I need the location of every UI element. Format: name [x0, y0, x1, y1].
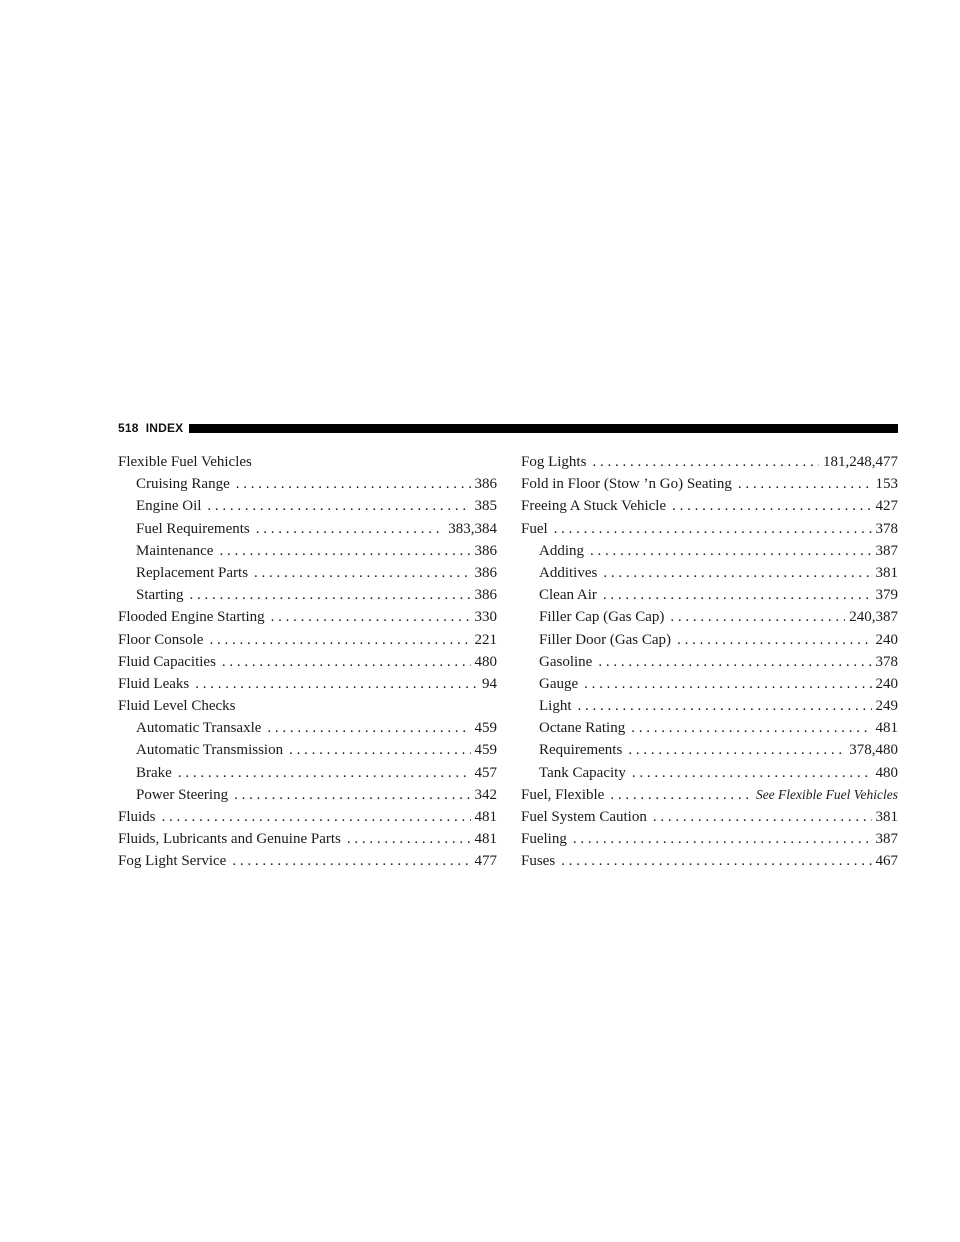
entry-label: Requirements: [539, 742, 623, 759]
index-subentry: [118, 784, 497, 806]
entry-page-number: 477: [474, 853, 497, 870]
entry-label: Fuel: [521, 520, 548, 537]
dot-leader: [256, 518, 445, 540]
entry-page-number: 481: [474, 831, 497, 848]
index-subentry: [521, 629, 898, 651]
entry-page-number: 378,480: [849, 742, 898, 759]
entry-label: Floor Console: [118, 631, 204, 648]
index-subentry: [118, 762, 497, 784]
dot-leader: [162, 806, 471, 828]
entry-page-number: 387: [875, 831, 898, 848]
entry-label: Automatic Transaxle: [136, 720, 262, 737]
entry-page-number: 383,384: [448, 520, 497, 537]
index-entry: [521, 473, 898, 495]
dot-leader: [289, 739, 470, 761]
index-entry: [118, 673, 497, 695]
entry-label: Tank Capacity: [539, 764, 626, 781]
dot-leader: [232, 850, 470, 872]
dot-leader: [209, 629, 470, 651]
index-subentry: [521, 717, 898, 739]
entry-page-number: 378: [875, 520, 898, 537]
index-entry: [521, 451, 898, 473]
dot-leader: [584, 673, 871, 695]
entry-label: Automatic Transmission: [136, 742, 284, 759]
entry-page-number: 240: [875, 675, 898, 692]
entry-page-number: 378: [875, 653, 898, 670]
entry-label: Freeing A Stuck Vehicle: [521, 498, 667, 515]
entry-label: Fuel Requirements: [136, 520, 250, 537]
dot-leader: [632, 762, 872, 784]
entry-label: Maintenance: [136, 542, 214, 559]
entry-page-number: 381: [875, 809, 898, 825]
dot-leader: [267, 717, 470, 739]
entry-label: Fuses: [521, 853, 556, 870]
index-subentry: [521, 584, 898, 606]
index-entry: [521, 850, 898, 872]
entry-label: Clean Air: [539, 587, 597, 604]
entry-page-number: 381: [875, 564, 898, 581]
index-subentry: [118, 540, 497, 562]
entry-page-number: 153: [875, 476, 898, 493]
index-subentry: [118, 562, 497, 584]
entry-label: Fluids: [118, 809, 156, 825]
index-subentry: [521, 762, 898, 784]
dot-leader: [631, 717, 871, 739]
dot-leader: [603, 562, 871, 584]
dot-leader: [271, 606, 471, 628]
index-entry: [521, 828, 898, 850]
index-entry: [118, 695, 497, 717]
entry-label: Fuel System Caution: [521, 809, 647, 825]
entry-label: Cruising Range: [136, 476, 230, 493]
dot-leader: [219, 540, 470, 562]
index-entry: [521, 518, 898, 540]
dot-leader: [592, 451, 819, 473]
entry-label: Filler Door (Gas Cap): [539, 631, 672, 648]
entry-label: Fold in Floor (Stow ’n Go) Seating: [521, 476, 732, 493]
index-subentry: [521, 695, 898, 717]
entry-label: Additives: [539, 564, 598, 581]
index-subentry: [521, 673, 898, 695]
dot-leader: [190, 584, 471, 606]
entry-label: Adding: [539, 542, 584, 559]
entry-page-number: 386: [474, 564, 497, 581]
entry-page-number: 386: [474, 476, 497, 493]
index-entry: [118, 629, 497, 651]
index-subentry: [521, 651, 898, 673]
entry-page-number: 342: [474, 786, 497, 803]
entry-page-number: 385: [474, 498, 497, 515]
entry-page-number: 427: [875, 498, 898, 515]
entry-page-number: 221: [474, 631, 497, 648]
index-entry: [118, 806, 497, 828]
index-subentry: [521, 540, 898, 562]
dot-leader: [670, 606, 845, 628]
entry-label: Fueling: [521, 831, 567, 848]
entry-page-number: 387: [875, 542, 898, 559]
dot-leader: [195, 673, 478, 695]
dot-leader: [628, 739, 845, 761]
index-entry: [118, 850, 497, 872]
dot-leader: [234, 784, 470, 806]
page-header-text: [118, 421, 189, 435]
index-subentry: [521, 562, 898, 584]
dot-leader: [347, 828, 471, 850]
dot-leader: [677, 629, 871, 651]
cross-reference: See Flexible Fuel Vehicles: [755, 786, 898, 802]
dot-leader: [178, 762, 471, 784]
entry-label: Fuel, Flexible: [521, 786, 605, 803]
entry-label: Engine Oil: [136, 498, 202, 515]
entry-page-number: 480: [875, 764, 898, 781]
entry-label: Filler Cap (Gas Cap): [539, 609, 665, 626]
entry-page-number: 249: [875, 698, 898, 715]
entry-page-number: 330: [474, 609, 497, 626]
entry-page-number: 386: [474, 542, 497, 559]
dot-leader: [590, 540, 872, 562]
entry-page-number: 181,248,477: [823, 454, 898, 470]
dot-leader: [603, 584, 872, 606]
header-rule: [189, 424, 898, 433]
dot-leader: [254, 562, 470, 584]
entry-page-number: 457: [474, 764, 497, 781]
index-column-right: [521, 451, 898, 873]
index-entry: [521, 806, 898, 828]
entry-label: Replacement Parts: [136, 564, 249, 581]
entry-page-number: 240,387: [849, 609, 898, 626]
entry-label: Flooded Engine Starting: [118, 609, 265, 626]
index-column-left: [118, 451, 497, 873]
dot-leader: [573, 828, 872, 850]
dot-leader: [610, 784, 752, 806]
entry-page-number: 481: [875, 720, 898, 737]
index-entry: [118, 606, 497, 628]
entry-label: Fluids, Lubricants and Genuine Parts: [118, 831, 341, 848]
entry-page-number: 459: [474, 720, 497, 737]
entry-label: Starting: [136, 587, 184, 604]
dot-leader: [554, 518, 872, 540]
dot-leader: [578, 695, 872, 717]
entry-page-number: 379: [875, 587, 898, 604]
index-subentry: [118, 473, 497, 495]
entry-page-number: 467: [875, 853, 898, 870]
index-entry: [521, 784, 898, 806]
entry-label: Gasoline: [539, 653, 593, 670]
entry-page-number: 386: [474, 587, 497, 604]
entry-page-number: 240: [875, 631, 898, 648]
dot-leader: [207, 495, 470, 517]
index-subentry: [118, 739, 497, 761]
entry-label: Fluid Leaks: [118, 675, 190, 692]
entry-label: Fluid Level Checks: [118, 698, 236, 715]
entry-label: Power Steering: [136, 786, 229, 803]
entry-page-number: 481: [474, 809, 497, 825]
entry-page-number: 480: [474, 653, 497, 670]
entry-label: Fog Lights: [521, 454, 587, 470]
entry-label: Fluid Capacities: [118, 653, 216, 670]
index-entry: [118, 651, 497, 673]
index-entry: [118, 451, 497, 473]
index-subentry: [118, 495, 497, 517]
dot-leader: [222, 651, 471, 673]
dot-leader: [561, 850, 871, 872]
dot-leader: [738, 473, 872, 495]
dot-leader: [653, 806, 872, 828]
entry-label: Light: [539, 698, 572, 715]
index-entry: [521, 495, 898, 517]
page-header: [118, 419, 898, 437]
entry-label: Fog Light Service: [118, 853, 227, 870]
index-subentry: [521, 739, 898, 761]
index-subentry: [521, 606, 898, 628]
index-subentry: [118, 584, 497, 606]
entry-page-number: 459: [474, 742, 497, 759]
index-entry: [118, 828, 497, 850]
entry-label: Flexible Fuel Vehicles: [118, 454, 252, 470]
index-subentry: [118, 717, 497, 739]
dot-leader: [236, 473, 471, 495]
section-title: INDEX: [145, 421, 184, 435]
page-number: 518: [118, 421, 139, 435]
dot-leader: [672, 495, 871, 517]
index-subentry: [118, 518, 497, 540]
entry-page-number: 94: [482, 675, 497, 692]
entry-label: Brake: [136, 764, 172, 781]
entry-label: Gauge: [539, 675, 579, 692]
entry-label: Octane Rating: [539, 720, 626, 737]
dot-leader: [598, 651, 871, 673]
